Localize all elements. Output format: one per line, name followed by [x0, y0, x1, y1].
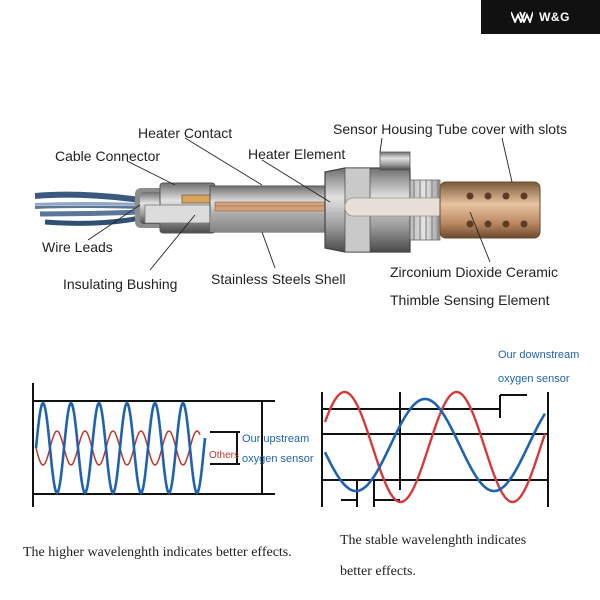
label-downstream-line2: oxygen sensor [498, 373, 570, 385]
label-heater-contact: Heater Contact [138, 125, 233, 141]
caption-left: The higher wavelenghth indicates better effects. [23, 545, 292, 560]
label-downstream-line1: Our downstream [498, 349, 580, 361]
label-others: Others [209, 450, 240, 461]
label-insulating-bushing: Insulating Bushing [63, 276, 178, 292]
label-zirconium-line2: Thimble Sensing Element [390, 292, 550, 308]
label-upstream-line2: oxygen sensor [242, 453, 314, 465]
label-zirconium-line1: Zirconium Dioxide Ceramic [390, 264, 559, 280]
label-heater-element: Heater Element [248, 146, 346, 162]
wire-leads [35, 195, 140, 224]
caption-right-line1: The stable wavelenghth indicates [340, 533, 527, 548]
left-blue-wave [36, 403, 205, 493]
brand-name: W&G [539, 10, 570, 24]
left-wave-chart [33, 383, 314, 507]
label-cable-connector: Cable Connector [55, 148, 161, 164]
label-sensor-housing: Sensor Housing [333, 121, 433, 137]
right-blue-wave [325, 399, 545, 491]
right-wave-chart [322, 349, 579, 507]
label-stainless-shell: Stainless Steels Shell [211, 271, 346, 287]
insulating-bushing [145, 205, 215, 223]
label-tube-cover: Tube cover with slots [436, 121, 567, 137]
heater-element [215, 202, 335, 211]
caption-right-line2: better effects. [340, 564, 416, 579]
label-upstream-line1: Our upstream [242, 433, 310, 445]
label-wire-leads: Wire Leads [42, 239, 113, 255]
tube-cover [440, 182, 540, 238]
